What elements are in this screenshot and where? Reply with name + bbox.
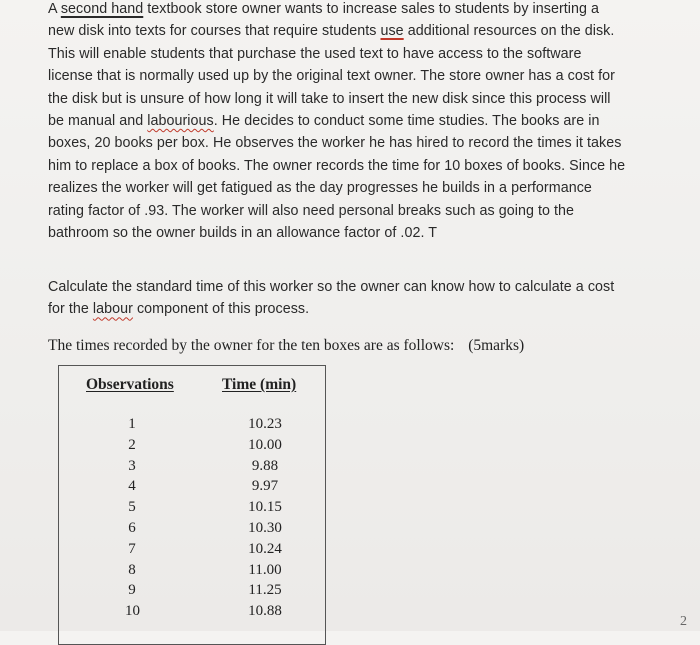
obs-cell: 6 — [128, 519, 136, 536]
times-intro — [48, 337, 524, 355]
problem-line-4: license that is normally used up by the original text owner. The store owner has a cost for — [48, 68, 615, 85]
problem-statement — [48, 0, 668, 244]
table-row — [59, 541, 325, 562]
table-row — [59, 562, 325, 583]
problem-line-2: new disk into texts for courses that require students use additional resources on the disk. — [48, 23, 615, 40]
problem-line-3: This will enable students that purchase the used text to have access to the software — [48, 45, 582, 62]
obs-cell: 4 — [128, 478, 136, 495]
marks-label: (5marks) — [468, 337, 525, 354]
obs-cell: 3 — [128, 457, 136, 474]
table-row — [59, 458, 325, 479]
table-row — [59, 582, 325, 603]
problem-line-5: the disk but is unsure of how long it will take to insert the new disk since this process will — [48, 90, 611, 107]
obs-cell: 10 — [125, 603, 140, 620]
obs-cell: 5 — [128, 499, 136, 516]
table-row — [59, 437, 325, 458]
table-row — [59, 603, 325, 624]
obs-cell: 7 — [128, 540, 136, 557]
problem-line-6: be manual and labourious. He decides to conduct some time studies. The books are in — [48, 113, 600, 130]
time-header: Time (min) — [222, 376, 297, 393]
table-row — [59, 520, 325, 541]
table-rows — [59, 416, 325, 624]
time-cell: 10.88 — [248, 603, 282, 620]
times-intro-text: The times recorded by the owner for the ten boxes are as follows: — [48, 337, 455, 354]
problem-line-9: realizes the worker will get fatigued as the day progresses he builds in a performance — [48, 180, 592, 197]
page-number: 2 — [680, 614, 687, 629]
obs-cell: 2 — [128, 436, 136, 453]
time-cell: 10.24 — [248, 540, 282, 557]
observations-table — [58, 365, 326, 645]
question-line-1: Calculate the standard time of this worker so the owner can know how to calculate a cost — [48, 279, 615, 295]
time-cell: 9.88 — [251, 457, 279, 474]
marked-word: second hand — [60, 1, 144, 17]
time-cell: 10.23 — [248, 416, 282, 432]
time-cell: 10.15 — [248, 499, 282, 516]
time-cell: 10.30 — [248, 519, 282, 536]
marked-word: labourious — [147, 113, 214, 130]
obs-cell: 9 — [128, 582, 136, 599]
observations-header: Observations — [86, 376, 174, 393]
marked-word: use — [380, 23, 404, 40]
question-text — [48, 276, 668, 321]
table-row — [59, 478, 325, 499]
time-cell: 9.97 — [251, 478, 279, 495]
obs-cell: 1 — [128, 416, 136, 432]
obs-cell: 8 — [128, 561, 136, 578]
question-line-2: for the labour component of this process. — [48, 301, 310, 318]
problem-line-11: bathroom so the owner builds in an allowance factor of .02. T — [48, 225, 438, 242]
time-cell: 11.25 — [248, 582, 282, 599]
table-row — [59, 499, 325, 520]
table-row — [59, 416, 325, 437]
marked-word: labour — [92, 301, 133, 318]
problem-line-7: boxes, 20 books per box. He observes the worker he has hired to record the times it takes — [48, 135, 622, 152]
problem-line-8: him to replace a box of books. The owner records the time for 10 boxes of books. Since he — [48, 157, 626, 174]
time-cell: 11.00 — [248, 561, 282, 578]
problem-line-1: A second hand textbook store owner wants to increase sales to students by inserting a — [48, 1, 600, 17]
time-cell: 10.00 — [248, 436, 282, 453]
problem-line-10: rating factor of .93. The worker will also need personal breaks such as going to the — [48, 202, 575, 219]
